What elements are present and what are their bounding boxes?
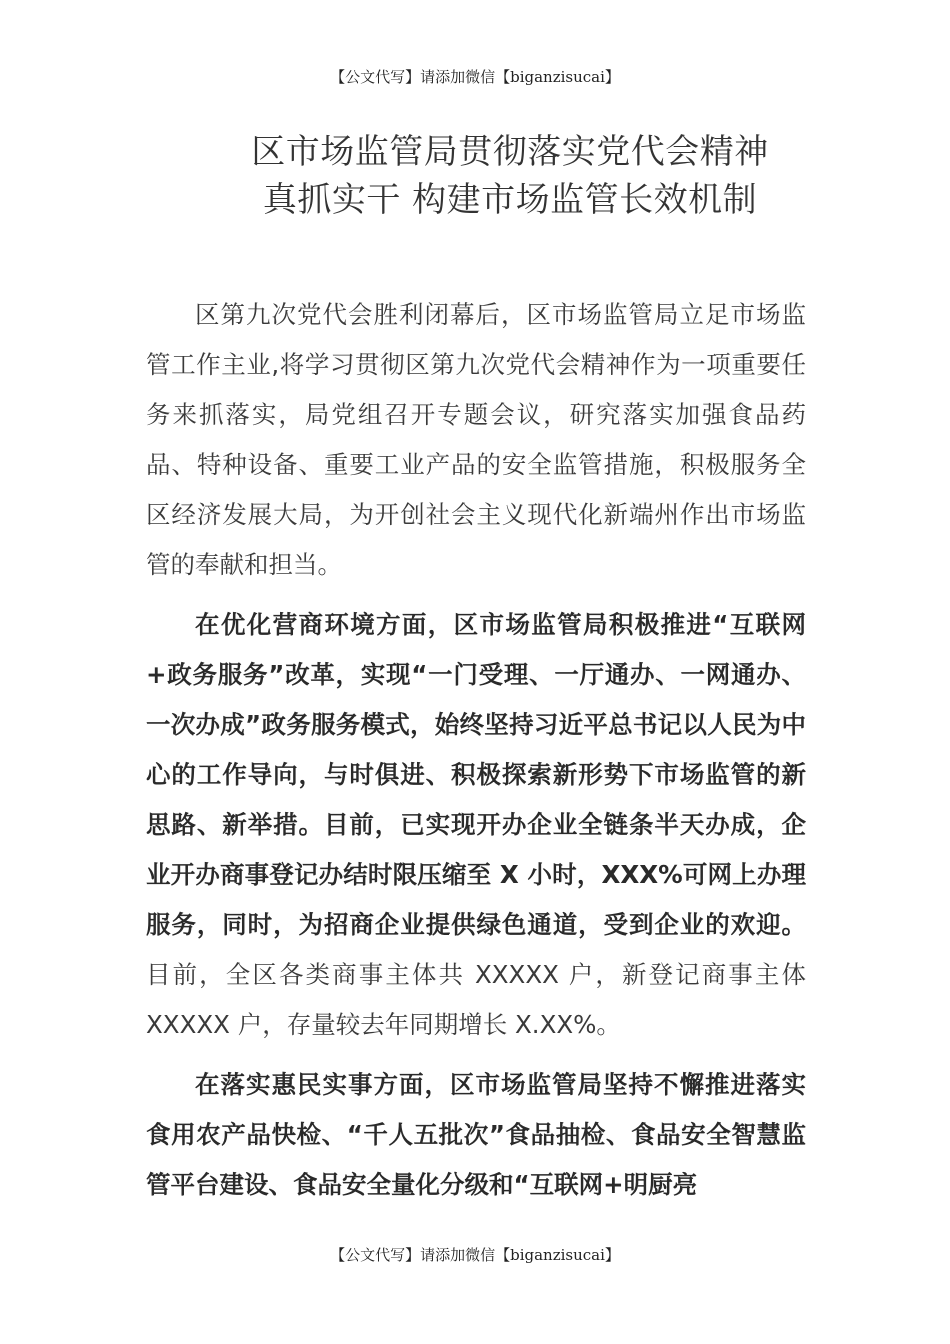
paragraph-intro: 区第九次党代会胜利闭幕后，区市场监管局立足市场监管工作主业,将学习贯彻区第九次党代会精神作为一项重要任务来抓落实，局党组召开专题会议，研究落实加强食品药品、特种设备、重要工业产品的安全监管措施，积极服务全区经济发展大局，为开创社会主义现代化新端州作出市场监管的奉献和担当。 xyxy=(146,300,806,579)
page-header: 【公文代写】请添加微信【biganzisucai】 xyxy=(330,68,620,86)
paragraph-business-environment xyxy=(146,600,806,1050)
paragraph-business-environment-bold: 在优化营商环境方面，区市场监管局积极推进“互联网+政务服务”改革，实现“一门受理、一厅通办、一网通办、一次办成”政务服务模式，始终坚持习近平总书记以人民为中心的工作导向，与时俱进、积极探索新形势下市场监管的新思路、新举措。目前，已实现开办企业全链条半天办成，企业开办商事登记办结时限压缩至 X 小时，XXX%可网上办理服务，同时，为招商企业提供绿色通道，受到企业的欢迎。 xyxy=(146,610,806,939)
paragraph-livelihood-bold: 在落实惠民实事方面，区市场监管局坚持不懈推进落实食用农产品快检、“千人五批次”食品抽检、食品安全智慧监管平台建设、食品安全量化分级和“互联网+明厨亮 xyxy=(146,1070,806,1199)
title-line-2: 真抓实干 构建市场监管长效机制 xyxy=(262,180,758,220)
page-footer: 【公文代写】请添加微信【biganzisucai】 xyxy=(330,1246,620,1264)
document-title xyxy=(200,128,820,224)
paragraph-livelihood xyxy=(146,1060,806,1210)
paragraph-business-environment-normal: 目前，全区各类商事主体共 XXXXX 户，新登记商事主体 XXXXX 户，存量较去年同期增长 X.XX%。 xyxy=(146,960,806,1039)
title-line-1: 区市场监管局贯彻落实党代会精神 xyxy=(251,132,769,172)
